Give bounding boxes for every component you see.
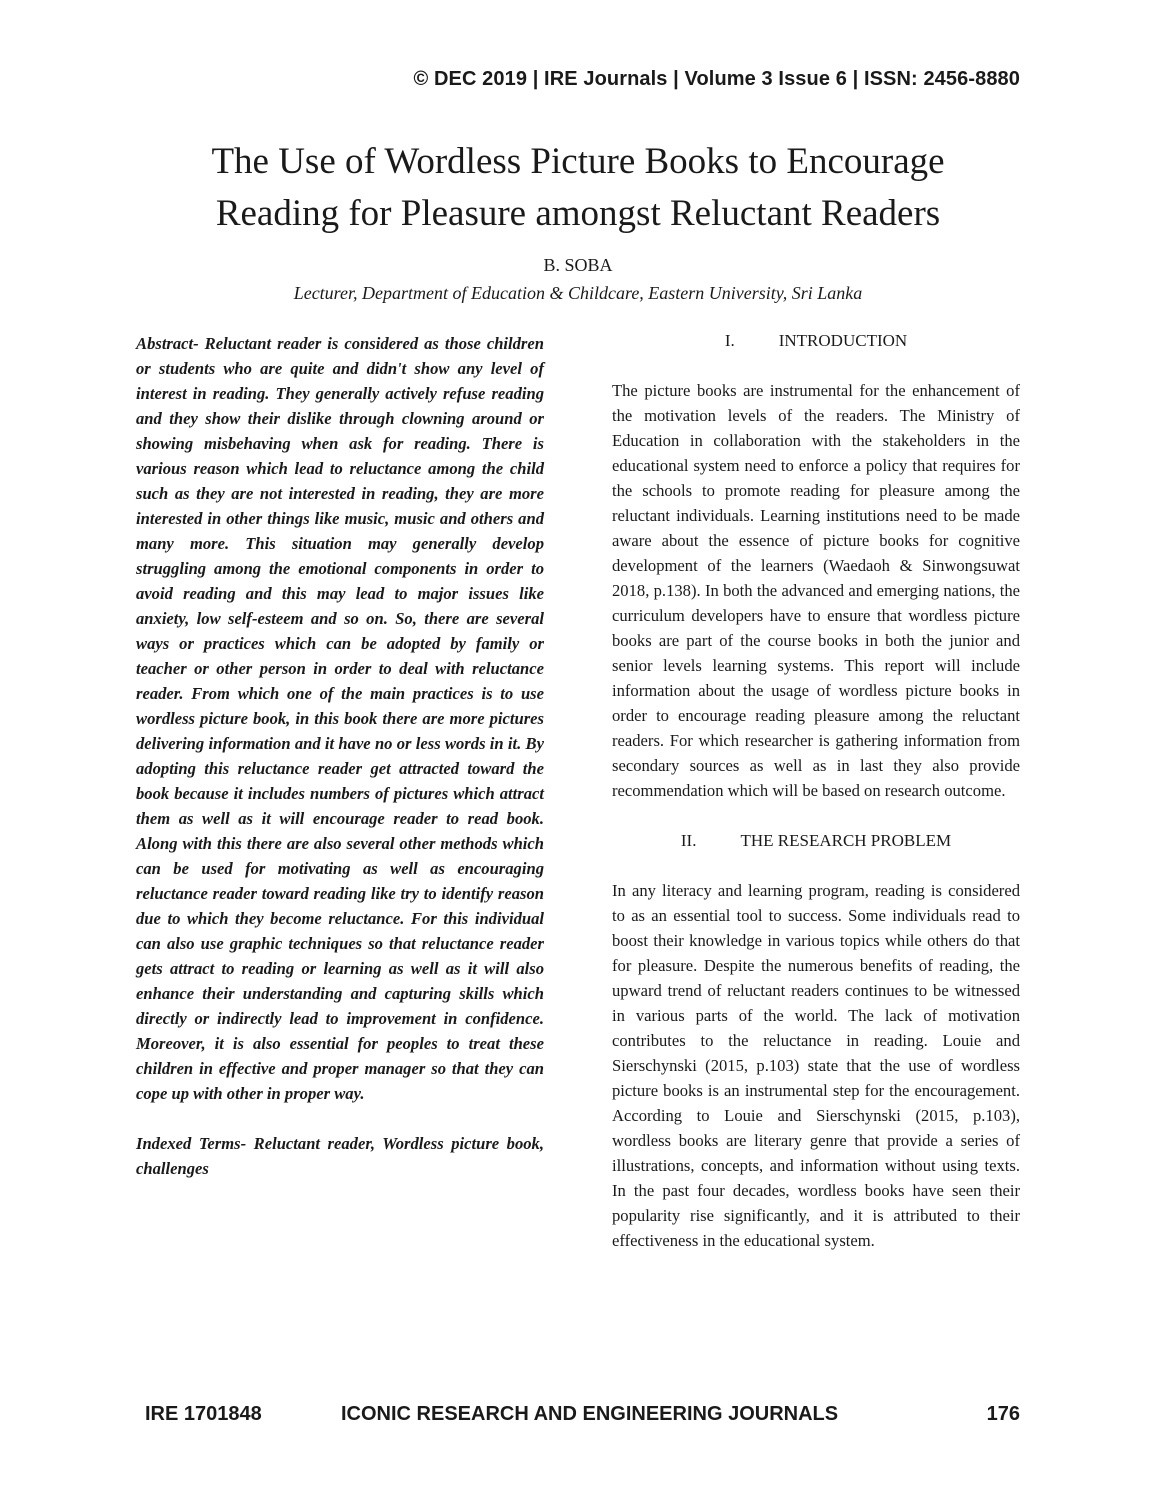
section-heading-research-problem	[612, 828, 1020, 853]
footer-page-number: 176	[986, 1403, 1020, 1425]
section-number: I.	[724, 331, 735, 350]
title-line-2: Reading for Pleasure amongst Reluctant Readers	[215, 193, 941, 234]
paper-title	[0, 136, 1156, 240]
footer-paper-id: IRE 1701848	[145, 1403, 262, 1425]
running-header: © DEC 2019 | IRE Journals | Volume 3 Issue 6 | ISSN: 2456-8880	[413, 68, 1020, 90]
author-affiliation: Lecturer, Department of Education & Childcare, Eastern University, Sri Lanka	[293, 283, 863, 303]
indexed-terms: Indexed Terms- Reluctant reader, Wordless picture book, challenges	[136, 1134, 544, 1178]
left-column	[136, 331, 544, 1206]
author-name: B. SOBA	[543, 255, 613, 275]
page-footer	[145, 1403, 1020, 1429]
abstract-text: Abstract- Reluctant reader is considered as those children or students who are quite and didn't show any level of interest in reading. They generally actively refuse reading and they show their dislike through clowning around or showing misbehaving when ask for reading. There is various reason which lead to reluctance among the child such as they are not interested in reading, they are more interested in other things like music, music and others and many more. This situation may generally develop struggling among the emotional components in order to avoid reading and this may lead to major issues like anxiety, low self-esteem and so on. So, there are several ways or practices which can be adopted by family or teacher or other person in order to deal with reluctance reader. From which one of the main practices is to use wordless picture book, in this book there are more pictures delivering information and it have no or less words in it. By adopting this reluctance reader get attracted toward the book because it includes numbers of pictures which attract them as well as it will encourage reader to read book. Along with this there are also several other methods which can be used for motivating as well as encouraging reluctance reader toward reading like try to identify reason due to which they become reluctance. For this individual can also use graphic techniques so that reluctance reader gets attract to reading or learning as well as it will also enhance their understanding and capturing skills which directly or indirectly lead to improvement in confidence. Moreover, it is also essential for peoples to treat these children in effective and proper manager so that they can cope up with other in proper way.	[136, 334, 544, 1103]
research-problem-body: In any literacy and learning program, reading is considered to as an essential tool to success. Some individuals read to boost their knowledge in various topics while others do that for pleasure. Despite the numerous benefits of reading, the upward trend of reluctant readers continues to be witnessed in various parts of the world. The lack of motivation contributes to the reluctance in reading. Louie and Sierschynski (2015, p.103) state that the use of wordless picture books is an instrumental step for the encouragement. According to Louie and Sierschynski (2015, p.103), wordless books are literary genre that provide a series of illustrations, concepts, and information without using texts. In the past four decades, wordless books have seen their popularity rise significantly, and it is attributed to their effectiveness in the educational system.	[612, 881, 1020, 1250]
section-heading-introduction	[612, 328, 1020, 353]
introduction-body: The picture books are instrumental for the enhancement of the motivation levels of the readers. The Ministry of Education in collaboration with the stakeholders in the educational system need to enforce a policy that requires for the schools to promote reading for pleasure among the reluctant individuals. Learning institutions need to be made aware about the essence of picture books for cognitive development of the learners (Waedaoh & Sinwongsuwat 2018, p.138). In both the advanced and emerging nations, the curriculum developers have to ensure that wordless picture books are part of the course books in both the junior and senior levels learning systems. This report will include information about the usage of wordless picture books in order to encourage reading pleasure among the reluctant readers. For which researcher is gathering information from secondary sources as well as in last they also provide recommendation which will be based on research outcome.	[612, 381, 1020, 800]
section-number: II.	[680, 831, 697, 850]
section-title: INTRODUCTION	[778, 331, 908, 350]
title-line-1: The Use of Wordless Picture Books to Encourage	[211, 141, 945, 182]
right-column	[612, 328, 1020, 1278]
footer-journal-name: ICONIC RESEARCH AND ENGINEERING JOURNALS	[341, 1403, 839, 1425]
section-title: THE RESEARCH PROBLEM	[740, 831, 952, 850]
